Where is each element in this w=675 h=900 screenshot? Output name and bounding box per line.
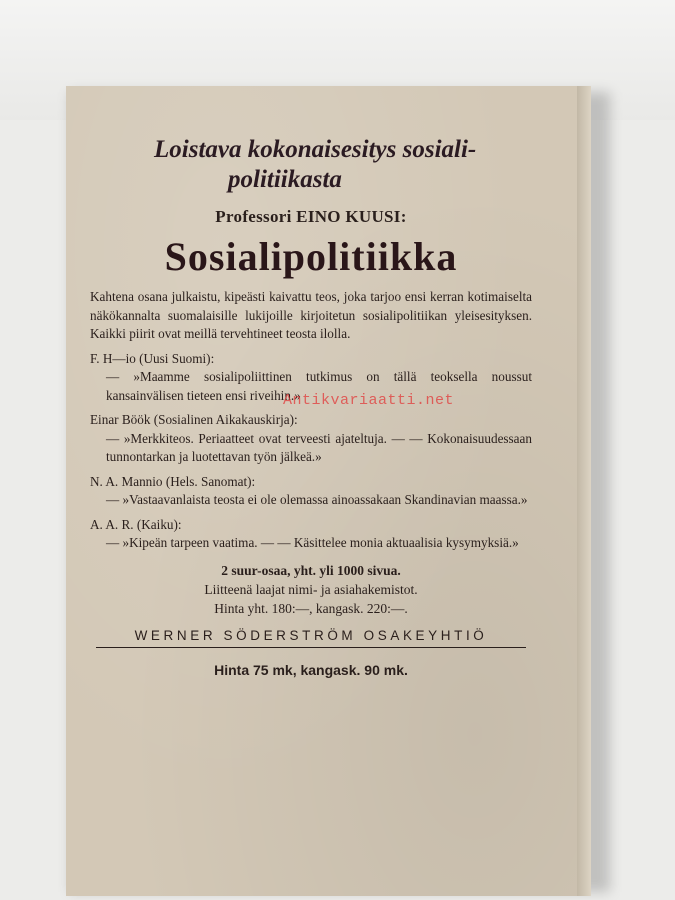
author-line: Professori EINO KUUSI: (215, 207, 407, 226)
review-source: F. H—io (Uusi Suomi): (90, 350, 215, 366)
review-quote: — »Maamme sosialipoliittinen tutkimus on tällä teoksella noussut kansainvälisen tieteen ensi riveihin.» (106, 369, 532, 403)
price-line: Hinta yht. 180:—, kangask. 220:—. (214, 600, 408, 616)
review-source: N. A. Mannio (Hels. Sanomat): (90, 473, 256, 489)
publisher-name: WERNER SÖDERSTRÖM OSAKEYHTIÖ (134, 627, 488, 643)
review-source: Einar Böök (Sosialinen Aikakauskirja): (90, 412, 298, 427)
review-quote: — »Merkkiteos. Periaatteet ovat terveesti ajateltuja. — — Kokonaisuudessaan tunnontarkan ja luotettavan työn jälkeä.» (106, 430, 532, 464)
volumes-info: 2 suur-osaa, yht. yli 1000 sivua. (221, 562, 401, 578)
price-stamp: Hinta 75 mk, kangask. 90 mk. (214, 661, 408, 678)
review-quote: — »Vastaavanlaista teosta ei ole olemassa ainoassakaan Skandinavian maassa.» (106, 492, 528, 507)
book-title: Sosialipolitiikka (164, 234, 458, 279)
publisher-rule (96, 647, 526, 648)
review-source: A. A. R. (Kaiku): (90, 516, 182, 532)
watermark: Antikvariaatti.net (283, 392, 455, 409)
headline-line-1: Loistava kokonaisesitys sosiali- (154, 136, 477, 163)
book-page-edge (577, 86, 591, 896)
appendix-info: Liitteenä laajat nimi- ja asiahakemistot. (204, 581, 418, 597)
headline-line-2: politiikasta (228, 166, 342, 193)
intro-paragraph: Kahtena osana julkaistu, kipeästi kaivattu teos, joka tarjoo ensi kerran kotimaiselta näkökannalta suomalaisille lukijoille kirjoitetun sosialipolitiikan yleisesityksen. Kaikki piirit ovat meillä tervehtineet teosta ilolla. (90, 289, 532, 341)
review-quote: — »Kipeän tarpeen vaatima. — — Käsittelee monia aktuaalisia kysymyksiä.» (106, 535, 519, 550)
